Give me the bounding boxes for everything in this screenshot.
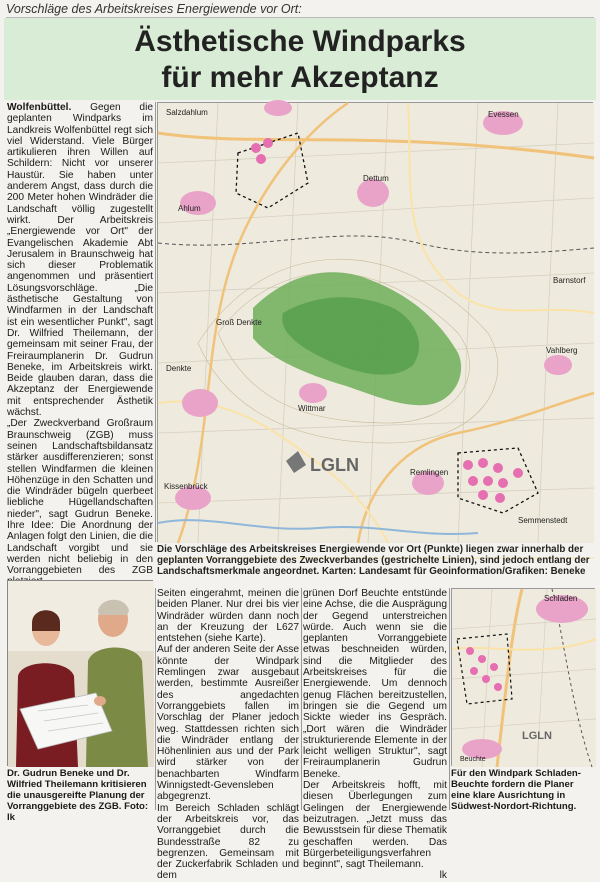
article-paragraph: Seiten eingerahmt, meinen die beiden Planer. Nur drei bis vier Windräder würden dann noch an der Kreuzung der L627 entstehen (siehe Karte). [157,588,299,645]
proposal-dot [256,154,266,164]
proposal-dot [463,460,473,470]
small-map-lgln-logo: LGLN [522,730,552,742]
dateline: Wolfenbüttel. [7,102,72,113]
map-caption-text: Die Vorschläge des Arbeitskreises Energiewende vor Ort (Punkte) liegen zwar innerhalb der geplanten Vorranggebiete des Zweckverbandes (gestrichelte Linien), sind jedoch entlang der Landschaftsmerkmale angeordnet. [157,544,590,577]
proposal-dot [482,675,490,683]
proposal-dot [251,143,261,153]
column-rule [301,588,302,810]
headline-line-2: für mehr Akzeptanz [161,61,439,94]
map-label-remlingen: Remlingen [410,468,449,477]
proposal-dot [466,647,474,655]
column-rule [155,102,156,542]
small-map-schladen [451,588,595,766]
headline [4,24,596,96]
article-column-4 [303,588,447,882]
proposal-dot [495,493,505,503]
proposal-dot [494,683,502,691]
map-label-denkte: Denkte [166,364,192,373]
headline-line-1: Ästhetische Windparks [134,25,466,58]
column-rule [155,588,156,810]
map-label-barnstorf: Barnstorf [553,276,586,285]
proposal-dot [470,667,478,675]
photo-caption: Dr. Gudrun Beneke und Dr. Wilfried Theilemann kritisieren die unausgereifte Planung der Vorranggebiete des ZGB. Foto: lk [7,768,149,823]
article-paragraph: „Der Zweckverband Großraum Braunschweig (ZGB) muss seinen Landschaftsbildansatz stärker ausdifferenzieren; sonst stellen Windfarmen die kleinen Höhenzüge in den Schatten und die Windräder bügeln querbeet liebliche Hügellandschaften nieder", sagt Gudrun Beneke. Ihre Idee: Die Anordnung der Anlagen folgt den Linien, die die Landschaft vorgibt und sie werden nicht beliebig in den Vorranggebieten des ZGB [7,418,153,577]
map-graphic [158,103,594,543]
article-paragraph: Im Bereich Schladen schlägt der Arbeitskreis vor, das Vorranggebiet durch die Bundesstraße 82 zu begrenzen. Gemeinsam mit der Zuckerfabrik Schladen und dem [157,802,299,882]
proposal-dot [263,138,273,148]
map-label-semmenstedt: Semmenstedt [518,516,568,525]
small-map-graphic [452,589,596,767]
author-initials: lk [439,870,447,882]
map-label-gross-denkte: Groß Denkte [216,318,262,327]
small-map-caption: Für den Windpark Schladen-Beuchte fordern die Planer eine klare Ausrichtung in Südwest-Nordort-Richtung. [451,768,581,812]
main-map [157,102,593,542]
kicker-line: Vorschläge des Arbeitskreises Energiewende vor Ort: [6,2,594,18]
map-label-vahlberg: Vahlberg [546,346,578,355]
proposal-dot [483,476,493,486]
proposal-dot [468,476,478,486]
map-label-evessen: Evessen [488,110,519,119]
map-label-dettum: Dettum [363,174,389,183]
map-credit: Karten: Landesamt für Geoinformation/Grafiken: Beneke [321,566,586,577]
small-map-label-schladen: Schladen [544,594,578,603]
headline-band [4,18,596,100]
article-paragraph: Auf der anderen Seite der Asse könnte der Windpark Remlingen zwar ausgebaut werden, bestimmte Ausreißer des angedachten Vorranggebiets fallen im Vorschlag der Planer jedoch weg. Stattdessen richten sich die Windräder entlang der Höhenlinien aus und der Park wird stärker von der benachbarten Windfarm Winnigstedt-Gevensleben abgegrenzt. [157,644,299,803]
map-label-ahlum: Ahlum [178,204,201,213]
column-rule [449,588,450,810]
article-paragraph: Wolfenbüttel. Gegen die geplanten Windparks im Landkreis Wolfenbüttel regt sich viel Widerstand. Viele Bürger artikulieren ihren Willen auf Schildern: Nicht vor unserer Haustür. Sie haben unter anderem Angst, dass durch die 200 Meter hohen Windräder die Landschaft völlig zugestellt wirkt. Der Arbeitskreis „Energiewende vor Ort" der Evangelischen Akademie Abt Jerusalem in Braunschweig hat sich dieser Problematik angenommen und präsentiert Lösungsvorschläge. „Die ästhetische Gestaltung von Windfarmen in der Landschaft ist ein wesentlicher Punkt", sagt Dr. Wilfried Theilemann, der gemeinsam mit seiner Frau, der Freiraumplanerin Dr. Gudrun Beneke, im Arbeitskreis wirkt. Beide glauben daran, dass die Akzeptanz der Energiewende mit entsprechender Ästhetik wächst. [7,102,153,419]
proposal-dot [478,655,486,663]
article-paragraph: Der Arbeitskreis hofft, mit diesen Überlegungen zum Gelingen der Energiewende beizutragen. „Jetzt muss das Bewusstsein für diese Thematik geschaffen werden. Das Bürgerbeteiligungsverfahren beginnt", sagt Theilemann. [303,780,447,871]
proposal-dot [478,458,488,468]
map-label-salzdahlum: Salzdahlum [166,108,208,117]
map-label-wittmar: Wittmar [298,404,326,413]
proposal-dot [478,490,488,500]
proposal-dot [498,478,508,488]
photo-planners [7,580,153,766]
proposal-dot [513,468,523,478]
article-column-1 [7,102,153,577]
small-map-label-beuchte: Beuchte [460,756,486,763]
svg-text:LGLN: LGLN [310,455,359,475]
map-caption [157,544,595,577]
article-column-3 [157,588,299,882]
proposal-dot [493,463,503,473]
article-paragraph: grünen Dorf Beuchte entstünde eine Achse, die die Ausprägung der Gegend unterstreichen würde. Auch wenn sie die geplanten Vorranggebiete etwas beschneiden würden, sind die Mitglieder des Arbeitskreises für die Energiewende. Um dennoch genug Flächen bereitzustellen, bringen sie die Gegend um Sickte wieder ins Gespräch. „Dort wären die Windräder strukturierende Elemente in der leicht welligen Struktur", sagt Freiraumplanerin Gudrun Beneke. [303,588,447,780]
photo-graphic [8,581,154,767]
proposal-dot [490,663,498,671]
map-label-kissenbrueck: Kissenbrück [164,482,208,491]
